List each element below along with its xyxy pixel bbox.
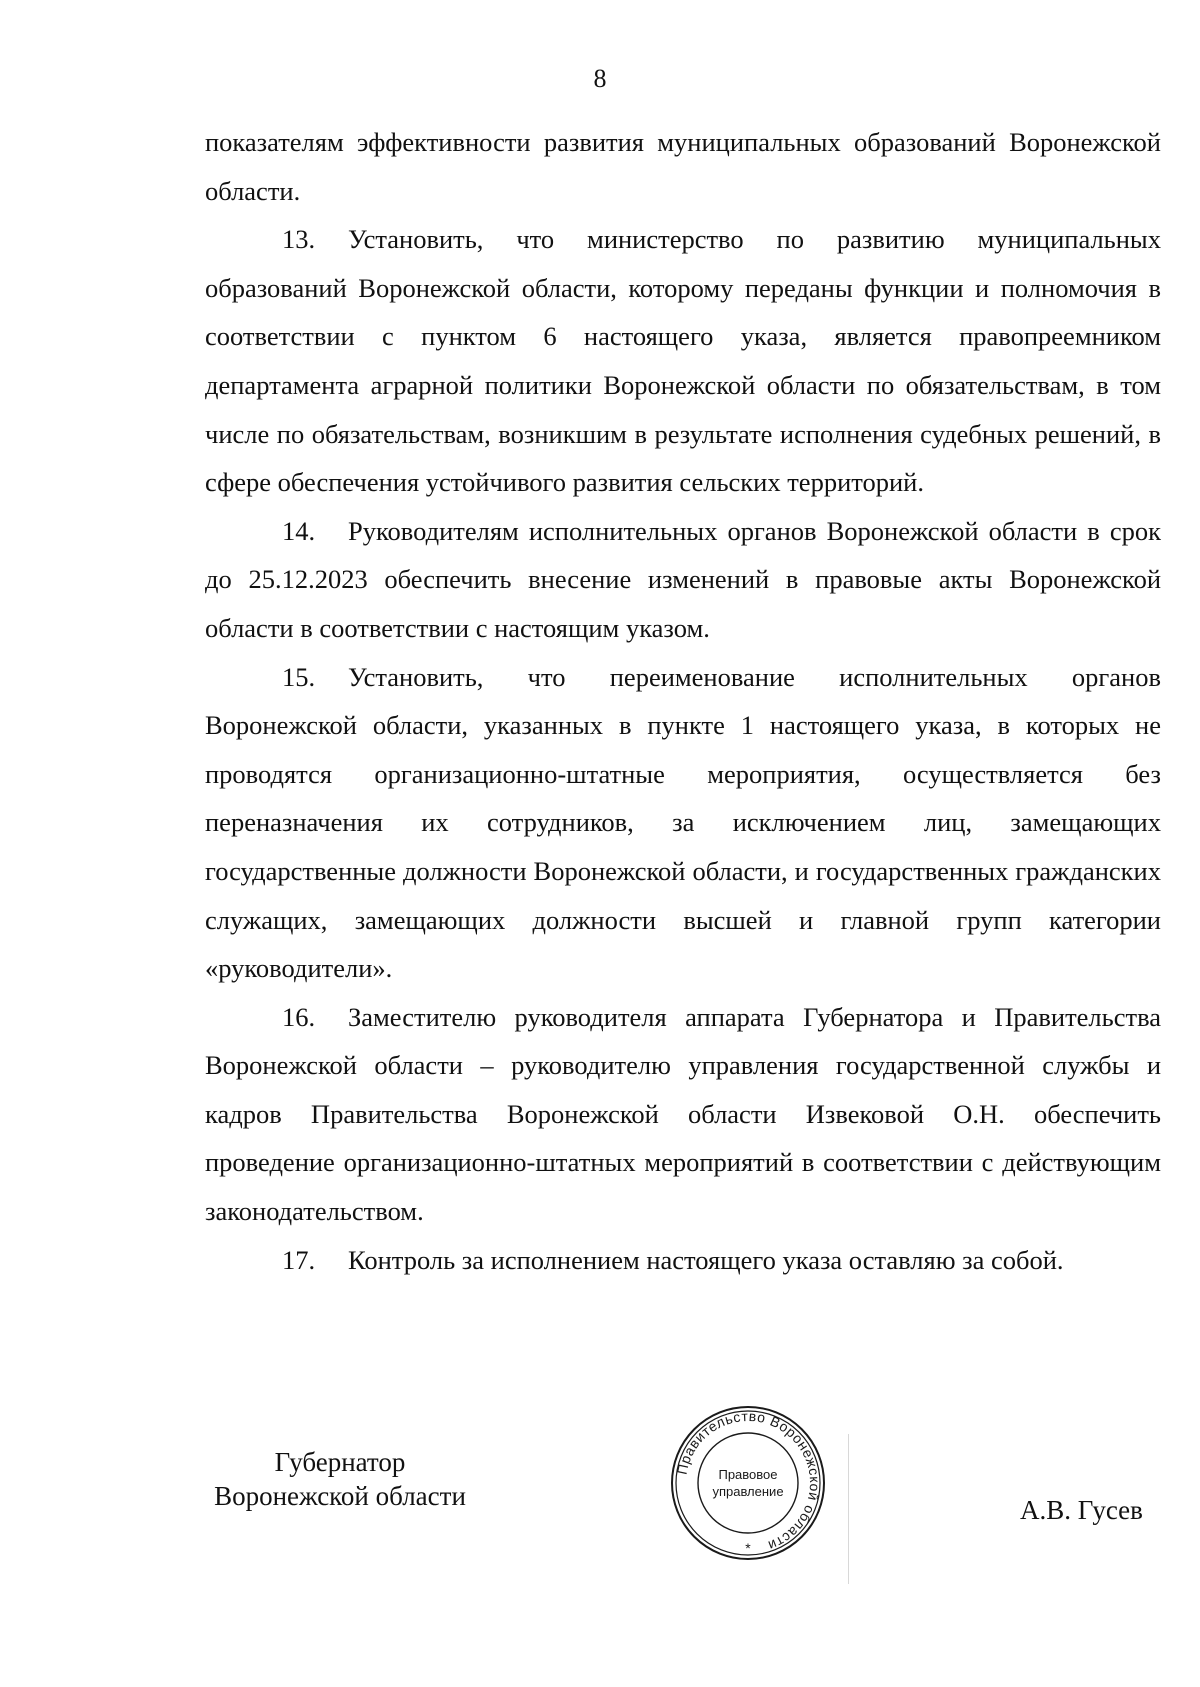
- paragraph-15: [205, 653, 1161, 993]
- paragraph-14: [205, 507, 1161, 653]
- paragraph-text: Установить, что министерство по развитию муниципальных образований Воронежской области, которому переданы функции и полномочия в соответствии с пунктом 6 настоящего указа, является правопреемником департамента аграрной политики Воронежской области по обязательствам, в том числе по обязательствам, возникшим в результате исполнения судебных решений, в сфере обеспечения устойчивого развития сельских территорий.: [205, 224, 1161, 498]
- signatory-position-line1: Губернатор: [274, 1447, 406, 1477]
- seal-ring-text: Правительство Воронежской области: [673, 1407, 824, 1555]
- paragraph-text: Заместителю руководителя аппарата Губернатора и Правительства Воронежской области – руководителю управления государственной службы и кадров Правительства Воронежской области Извековой О.Н. обеспечить проведение организационно-штатных мероприятий в соответствии с действующим законодательством.: [205, 1001, 1161, 1227]
- seal-star: *: [745, 1540, 751, 1556]
- signatory-name: А.В. Гусев: [1020, 1495, 1143, 1525]
- paragraph-number: 16.: [282, 1001, 316, 1032]
- paragraph-text: Руководителям исполнительных органов Воронежской области в срок до 25.12.2023 обеспечить внесение изменений в правовые акты Воронежской области в соответствии с настоящим указом.: [205, 515, 1161, 643]
- paragraph-text: показателям эффективности развития муниципальных образований Воронежской области.: [205, 127, 1161, 206]
- paragraph-number: 13.: [282, 224, 316, 255]
- paragraph-13: [205, 215, 1161, 507]
- paragraph-16: [205, 993, 1161, 1236]
- seal-center-line1: Правовое: [718, 1467, 778, 1482]
- paragraph-number: 14.: [282, 515, 316, 546]
- signatory-position-line2: Воронежской области: [214, 1481, 466, 1511]
- page-number: 8: [593, 64, 607, 93]
- paragraph-17: [205, 1236, 1161, 1285]
- paragraph-text: Контроль за исполнением настоящего указа оставляю за собой.: [348, 1244, 1064, 1275]
- paragraph-continuation: [205, 118, 1161, 215]
- signature-block: [0, 1407, 1200, 1645]
- seal-center-line2: управление: [712, 1484, 784, 1499]
- official-seal-stamp: [668, 1403, 828, 1563]
- paragraph-number: 17.: [282, 1244, 316, 1275]
- paragraph-number: 15.: [282, 661, 316, 692]
- document-body: [205, 118, 1161, 1284]
- signatory-position: [195, 1445, 485, 1513]
- paragraph-text: Установить, что переименование исполнительных органов Воронежской области, указанных в пункте 1 настоящего указа, в которых не проводятся организационно-штатные мероприятия, осуществляется без переназначения их сотрудников, за исключением лиц, замещающих государственные должности Воронежской области, и государственных гражданских служащих, замещающих должности высшей и главной групп категории «руководители».: [205, 661, 1161, 984]
